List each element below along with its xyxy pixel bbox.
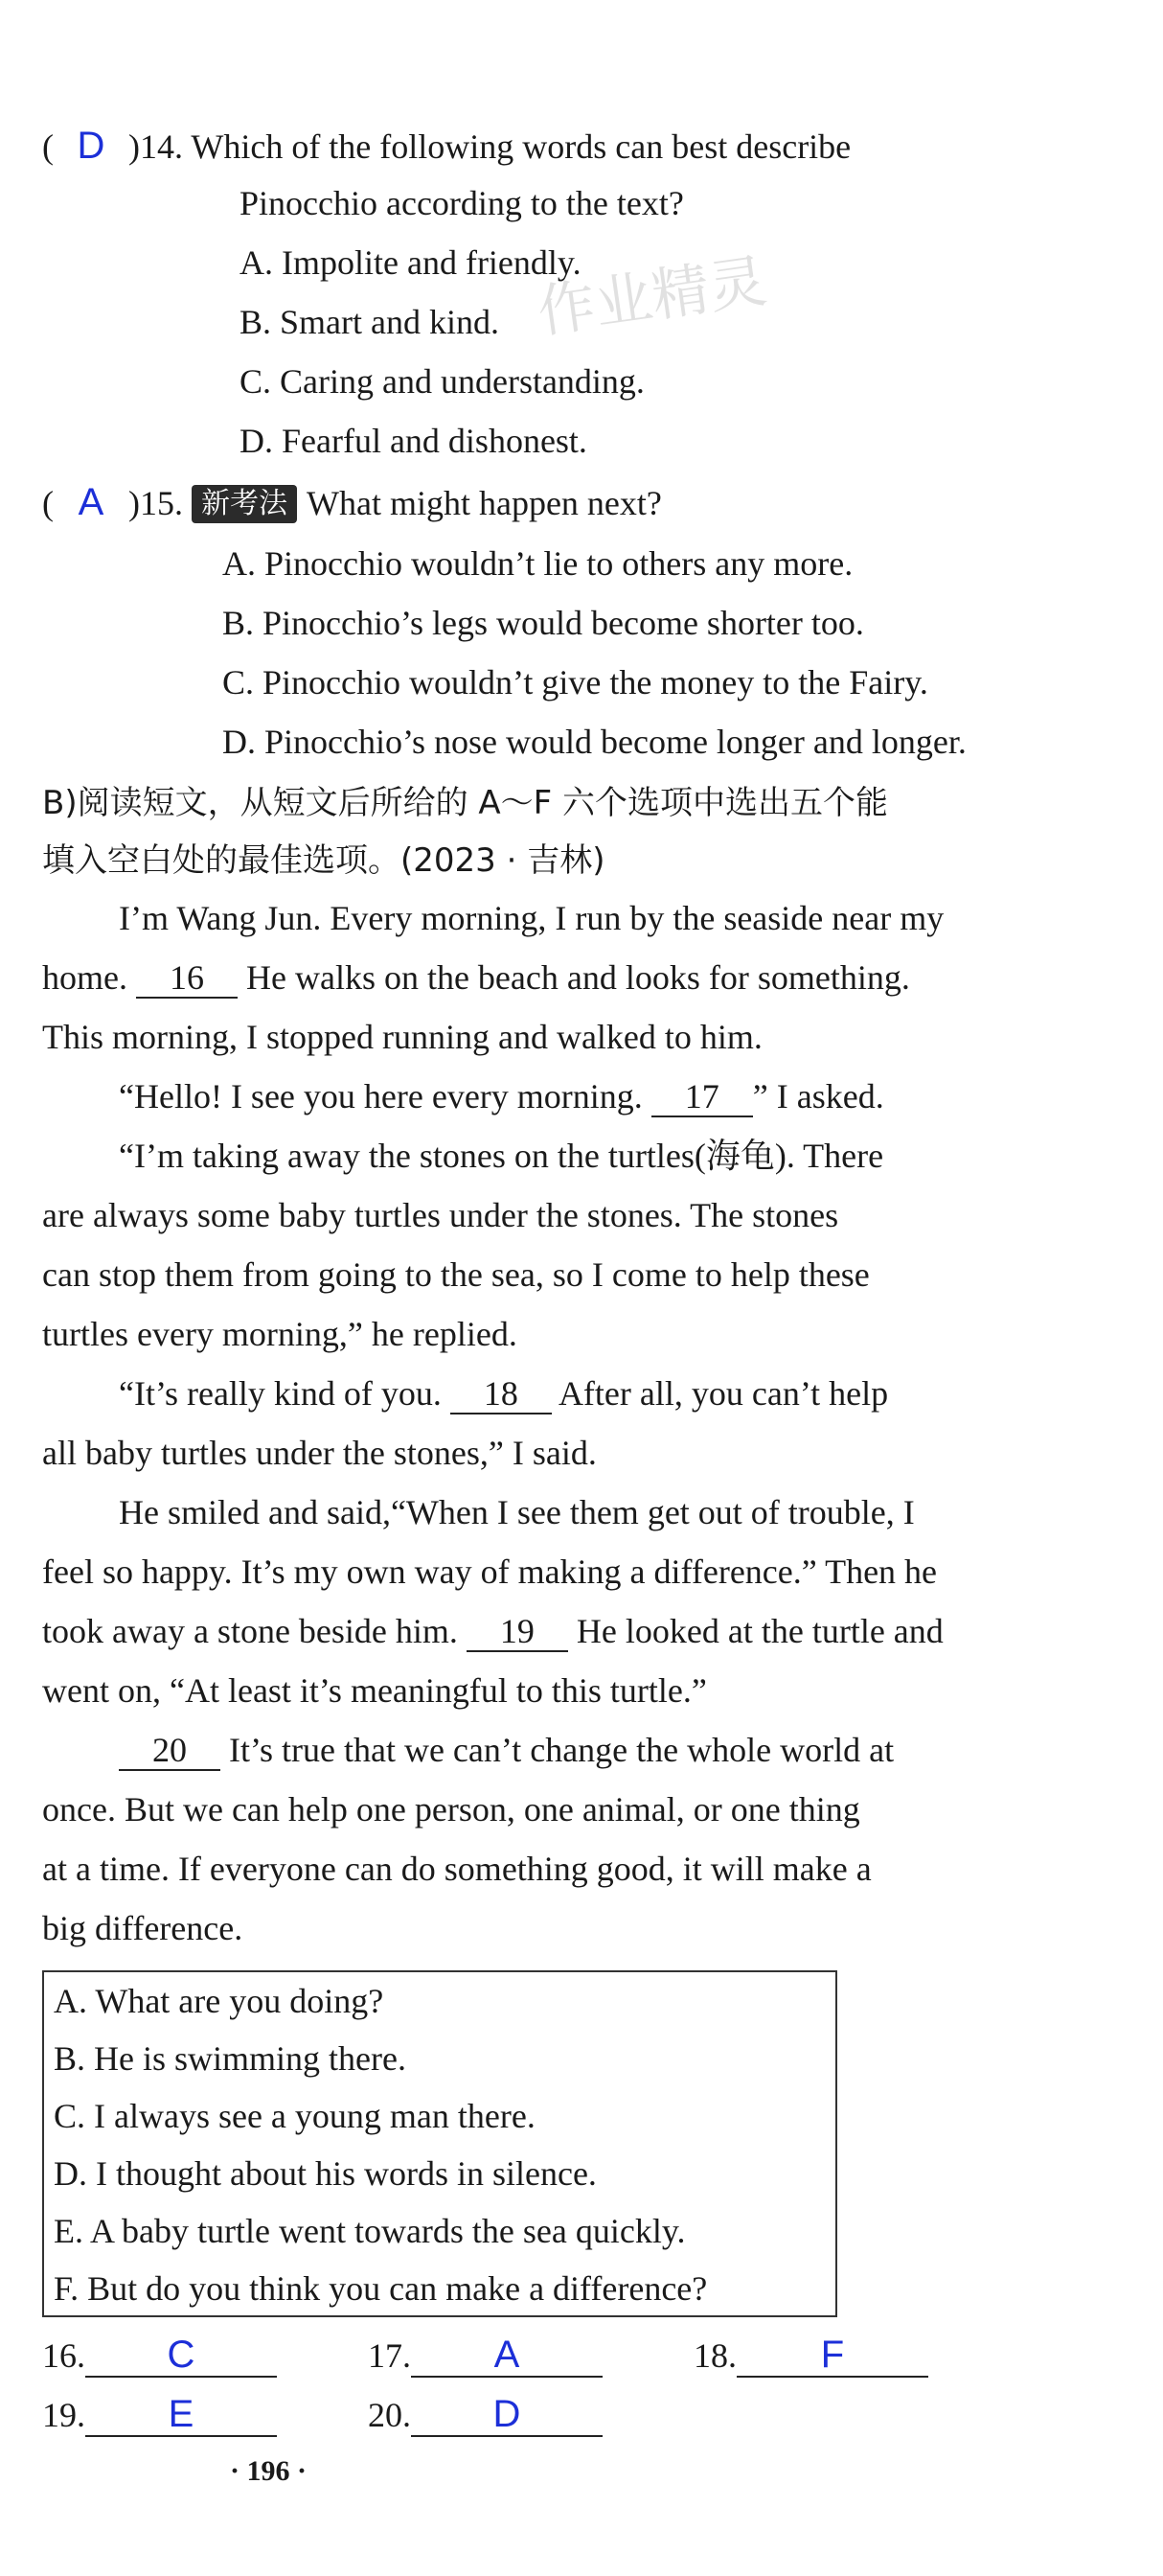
passage-text: took away a stone beside him. [42, 1612, 458, 1650]
passage-line: I’m Wang Jun. Every morning, I run by the seaside near my [119, 899, 945, 937]
q14-option-b: B. Smart and kind. [239, 303, 499, 341]
passage-line: feel so happy. It’s my own way of making a difference.” Then he [42, 1552, 938, 1591]
passage-line [119, 1370, 888, 1416]
options-box [42, 1970, 837, 2317]
passage-line: went on, “At least it’s meaningful to this turtle.” [42, 1671, 707, 1710]
q15-stem-text: What might happen next? [307, 484, 662, 522]
answer-18 [694, 2333, 928, 2379]
passage-line [42, 1608, 944, 1654]
passage-line: This morning, I stopped running and walked to him. [42, 1018, 763, 1056]
answer-number: 19. [42, 2396, 85, 2434]
answer-20 [368, 2392, 603, 2438]
passage-line: at a time. If everyone can do something good, it will make a [42, 1850, 872, 1888]
answer-value: E [85, 2393, 277, 2437]
q15-answer: A [78, 481, 104, 523]
answer-19 [42, 2392, 277, 2438]
passage-text: He walks on the beach and looks for something. [245, 958, 910, 997]
answer-value: F [737, 2334, 928, 2378]
watermark: 作业精灵 [533, 247, 771, 347]
q15-option-a: A. Pinocchio wouldn’t lie to others any more. [222, 544, 854, 583]
answer-16 [42, 2333, 277, 2379]
passage-text: “It’s really kind of you. [119, 1374, 442, 1413]
page-number: · 196 · [229, 2455, 307, 2487]
q14-paren-open: ( [42, 127, 54, 166]
q14-answer: D [77, 125, 105, 167]
passage-text: home. [42, 958, 127, 997]
passage-text: “Hello! I see you here every morning. [119, 1077, 643, 1116]
q15-option-c: C. Pinocchio wouldn’t give the money to the Fairy. [222, 663, 928, 702]
passage-text: After all, you can’t help [558, 1374, 889, 1413]
passage-line: “I’m taking away the stones on the turtles(海龟). There [119, 1137, 884, 1175]
answer-number: 16. [42, 2336, 85, 2375]
option-c: C. I always see a young man there. [54, 2097, 536, 2135]
passage-line: can stop them from going to the sea, so I come to help these [42, 1255, 870, 1294]
option-a: A. What are you doing? [54, 1982, 384, 2020]
passage-line: big difference. [42, 1909, 243, 1947]
answer-number: 20. [368, 2396, 411, 2434]
option-f: F. But do you think you can make a difference? [54, 2269, 708, 2308]
passage-text: ” I asked. [752, 1077, 884, 1116]
blank-20: 20 [119, 1731, 220, 1771]
answer-value: D [411, 2393, 603, 2437]
blank-16: 16 [136, 958, 238, 999]
q15-option-b: B. Pinocchio’s legs would become shorter too. [222, 604, 864, 642]
passage-line [42, 954, 910, 1000]
answer-17 [368, 2333, 603, 2379]
q14-stem-line2: Pinocchio according to the text? [239, 184, 684, 222]
passage-line [119, 1727, 894, 1773]
answer-number: 18. [694, 2336, 737, 2375]
blank-19: 19 [467, 1612, 568, 1652]
q15-option-d: D. Pinocchio’s nose would become longer and longer. [222, 723, 967, 761]
answer-number: 17. [368, 2336, 411, 2375]
section-b-title-line1: B)阅读短文，从短文后所给的 A～F 六个选项中选出五个能 [42, 784, 889, 822]
section-b-title-line2: 填入空白处的最佳选项。(2023 · 吉林) [42, 841, 605, 880]
q15-paren-open: ( [42, 484, 54, 522]
passage-text: He looked at the turtle and [576, 1612, 944, 1650]
q14-paren-close: ) [128, 127, 140, 166]
passage-line [119, 1073, 884, 1119]
answer-value: C [85, 2334, 277, 2378]
new-method-badge: 新考法 [192, 485, 297, 523]
q15-paren-close: ) [128, 484, 140, 522]
q14-option-c: C. Caring and understanding. [239, 362, 645, 401]
passage-line: are always some baby turtles under the stones. The stones [42, 1196, 839, 1234]
q14-option-d: D. Fearful and dishonest. [239, 422, 587, 460]
passage-line: all baby turtles under the stones,” I said. [42, 1434, 597, 1472]
option-d: D. I thought about his words in silence. [54, 2154, 597, 2193]
option-b: B. He is swimming there. [54, 2039, 406, 2078]
q14-stem-text: Which of the following words can best describe [191, 127, 852, 166]
passage-line: He smiled and said,“When I see them get out of trouble, I [119, 1493, 915, 1531]
blank-17: 17 [651, 1077, 753, 1117]
option-e: E. A baby turtle went towards the sea quickly. [54, 2212, 686, 2250]
q15-number: 15. [140, 484, 183, 522]
passage-line: once. But we can help one person, one animal, or one thing [42, 1790, 860, 1828]
passage-line: turtles every morning,” he replied. [42, 1315, 517, 1353]
passage-text: It’s true that we can’t change the whole world at [229, 1731, 895, 1769]
blank-18: 18 [450, 1374, 552, 1414]
answer-value: A [411, 2334, 603, 2378]
q15-stem [42, 479, 662, 526]
q14-option-a: A. Impolite and friendly. [239, 243, 582, 282]
q14-stem-line1 [42, 123, 851, 170]
q14-number: 14. [140, 127, 183, 166]
